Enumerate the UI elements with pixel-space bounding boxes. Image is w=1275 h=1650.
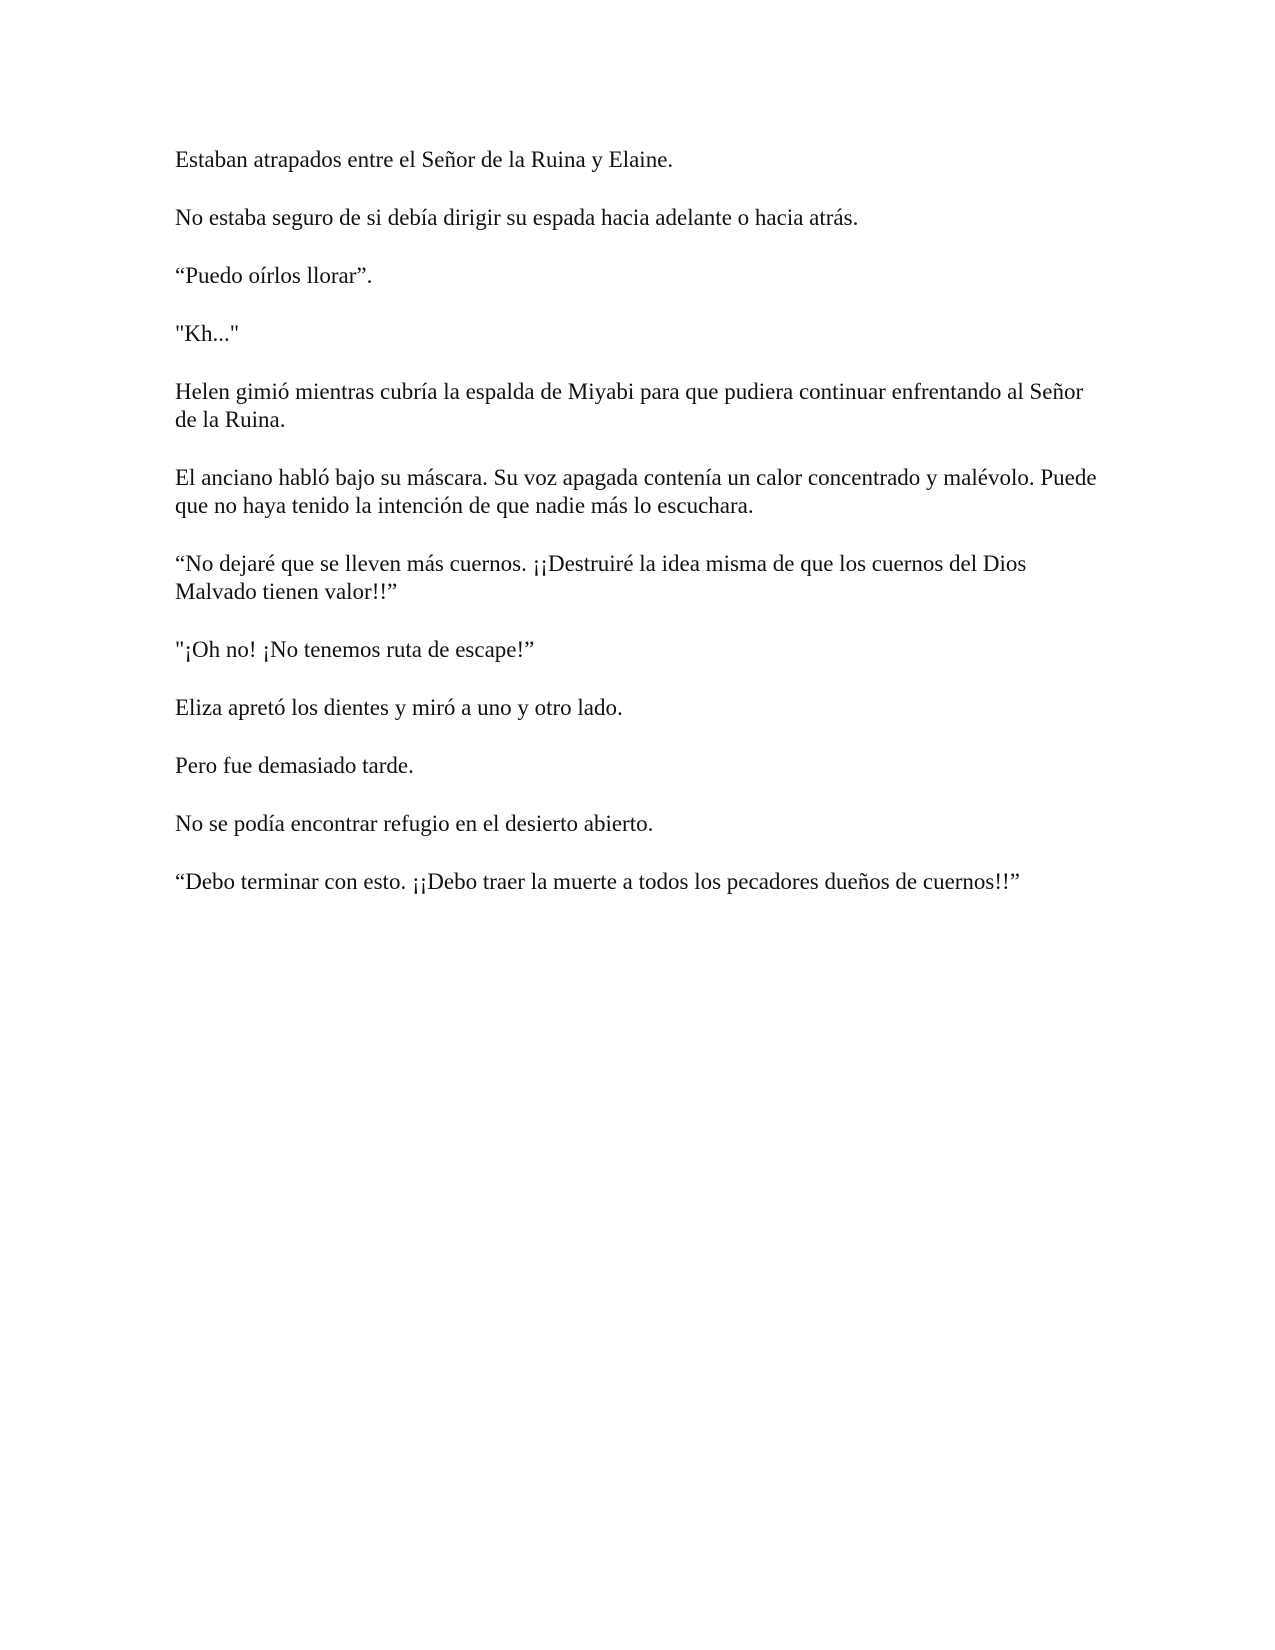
- paragraph-3: “Puedo oírlos llorar”.: [175, 263, 373, 288]
- paragraph-6: El anciano habló bajo su máscara. Su voz apagada contenía un calor concentrado y malévolo. Puede que no haya tenido la intención de que nadie más lo escuchara.: [175, 465, 1097, 518]
- paragraph-10: Pero fue demasiado tarde.: [175, 753, 414, 778]
- paragraph-8: "¡Oh no! ¡No tenemos ruta de escape!”: [175, 637, 535, 662]
- paragraph-11: No se podía encontrar refugio en el desierto abierto.: [175, 811, 654, 836]
- paragraph-4: "Kh...": [175, 321, 240, 346]
- paragraph-9: Eliza apretó los dientes y miró a uno y otro lado.: [175, 695, 623, 720]
- paragraph-5: Helen gimió mientras cubría la espalda de Miyabi para que pudiera continuar enfrentando al Señor de la Ruina.: [175, 379, 1084, 432]
- paragraph-2: No estaba seguro de si debía dirigir su espada hacia adelante o hacia atrás.: [175, 205, 859, 230]
- paragraph-1: Estaban atrapados entre el Señor de la Ruina y Elaine.: [175, 147, 674, 172]
- document-body: [175, 146, 1105, 926]
- paragraph-12: “Debo terminar con esto. ¡¡Debo traer la muerte a todos los pecadores dueños de cuernos!!”: [175, 869, 1020, 894]
- paragraph-7: “No dejaré que se lleven más cuernos. ¡¡Destruiré la idea misma de que los cuernos del Dios Malvado tienen valor!!”: [175, 551, 1027, 604]
